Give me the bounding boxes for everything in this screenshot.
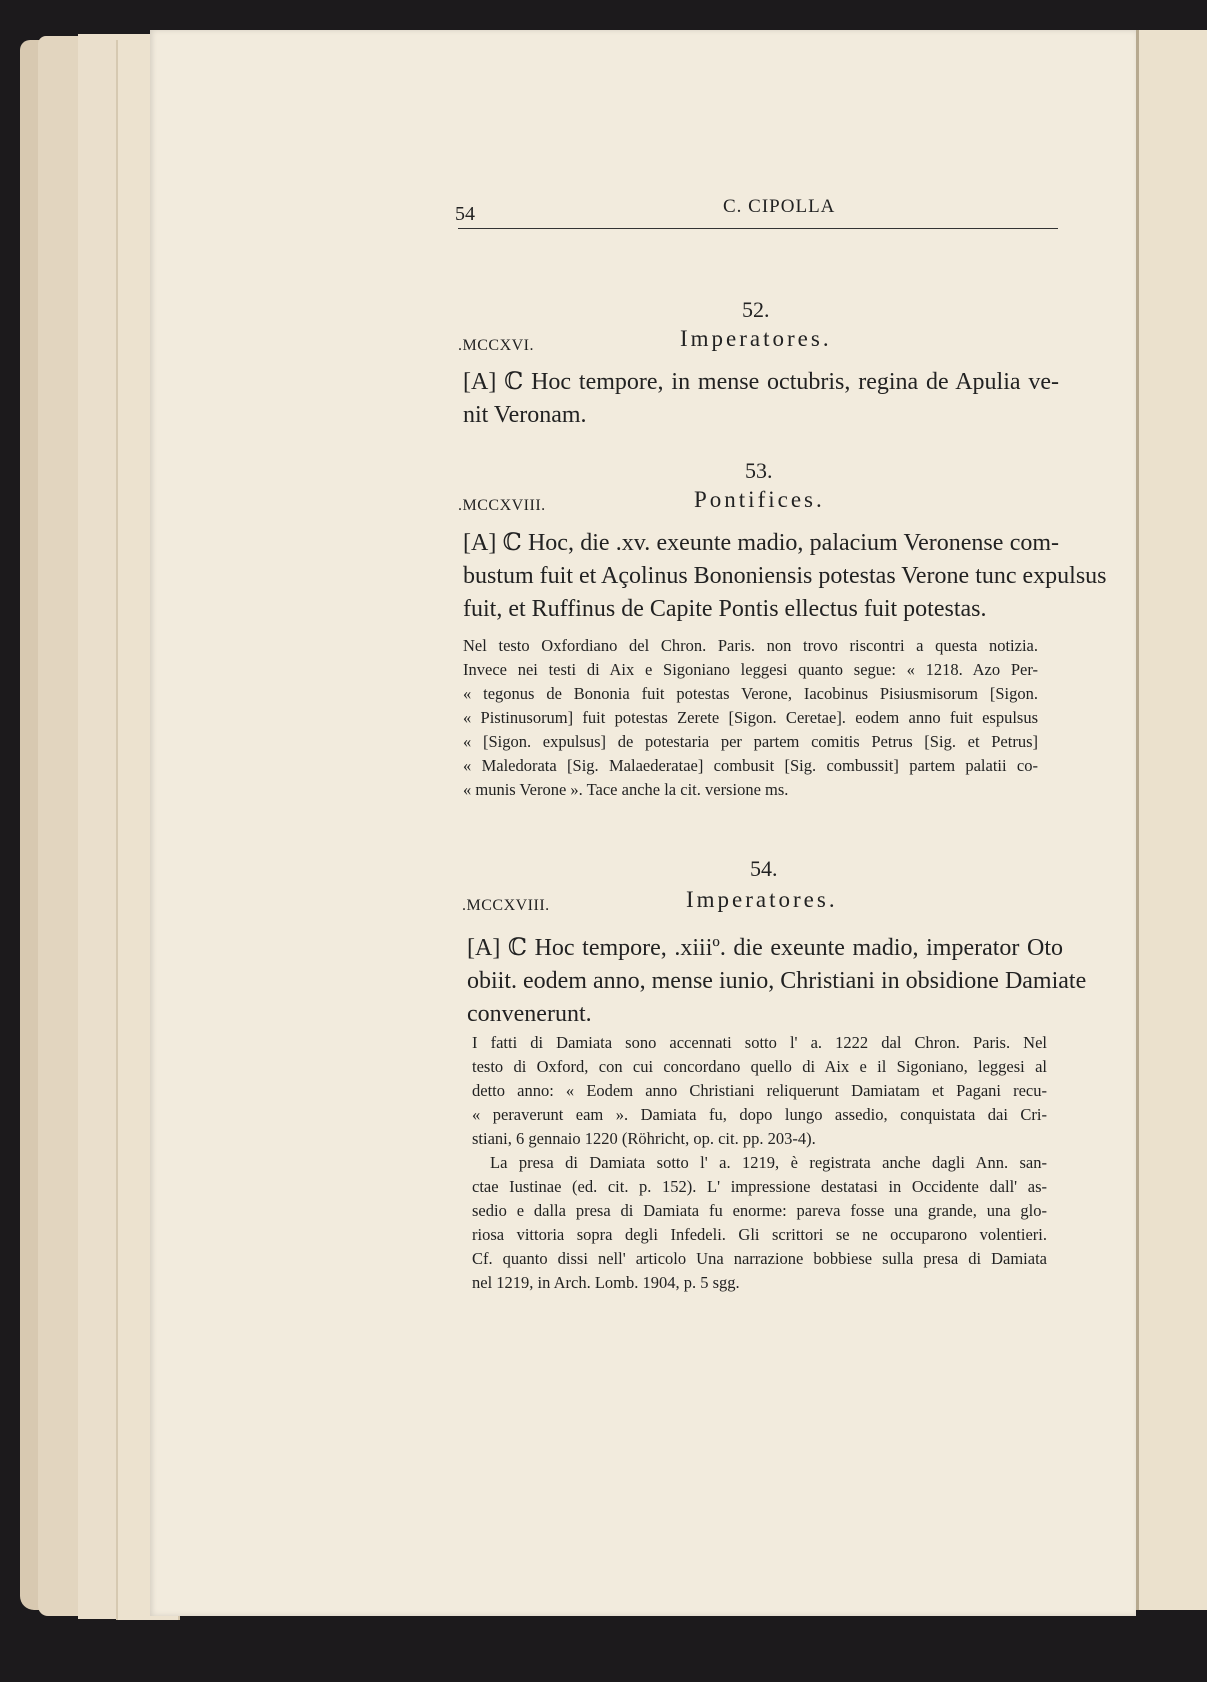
note-line: « munis Verone ». Tace anche la cit. versione ms. [463,780,789,799]
note-line: « Maledorata [Sig. Malaederatae] combusit [Sig. combussit] partem palatii co- [463,756,1038,775]
entry-number: 54. [750,856,778,881]
entry-year: .MCCXVIII. [462,897,550,914]
entry-text [463,366,1059,432]
entry-year: .MCCXVIII. [458,497,546,514]
note-line: riosa vittoria sopra degli Infedeli. Gli scrittori se ne occuparono volentieri. [472,1225,1047,1244]
note-line: La presa di Damiata sotto l' a. 1219, è registrata anche dagli Ann. san- [490,1153,1047,1172]
entry-text [463,527,1107,626]
note-line: « tegonus de Bononia fuit potestas Verone, Iacobinus Pisiusmisorum [Sigon. [463,684,1038,703]
note-line: testo di Oxford, con cui concordano quello di Aix e il Sigoniano, leggesi al [472,1057,1047,1076]
note-line: « Pistinusorum] fuit potestas Zerete [Sigon. Ceretae]. eodem anno fuit espulsus [463,708,1038,727]
page-number: 54 [455,203,475,225]
note-line: ctae Iustinae (ed. cit. p. 152). L' impressione destatasi in Occidente dall' as- [472,1177,1047,1196]
note-line: Nel testo Oxfordiano del Chron. Paris. non trovo riscontri a questa notizia. [463,636,1038,655]
note-line: detto anno: « Eodem anno Christiani reliquerunt Damiatam et Pagani recu- [472,1081,1047,1100]
text-line: obiit. eodem anno, mense iunio, Christiani in obsidione Damiate [467,968,1087,994]
text-line: nit Veronam. [463,402,587,428]
entry-heading: Imperatores. [680,326,832,351]
running-head: C. CIPOLLA [723,196,836,217]
note-line: « [Sigon. expulsus] de potestaria per partem comitis Petrus [Sig. et Petrus] [463,732,1038,751]
entry-heading: Imperatores. [686,887,838,912]
header-rule [458,228,1058,229]
entry-number: 52. [742,297,770,322]
text-line: bustum fuit et Açolinus Bononiensis potestas Verone tunc expulsus [463,563,1107,589]
text-line: fuit, et Ruffinus de Capite Pontis ellectus fuit potestas. [463,596,987,622]
entry-heading: Pontifices. [694,487,825,512]
facing-page-edge [1136,30,1207,1610]
footnote [463,634,1038,802]
entry-number: 53. [745,458,773,483]
book-page [150,30,1136,1616]
text-line: convenerunt. [467,1001,592,1027]
note-line: sedio e dalla presa di Damiata fu enorme: pareva fosse una grande, una glo- [472,1201,1047,1220]
text-line: [A] ℂ Hoc tempore, in mense octubris, regina de Apulia ve- [463,369,1059,395]
note-line: I fatti di Damiata sono accennati sotto l' a. 1222 dal Chron. Paris. Nel [472,1033,1047,1052]
entry-text [467,932,1087,1031]
note-line: Invece nei testi di Aix e Sigoniano leggesi quanto segue: « 1218. Azo Per- [463,660,1038,679]
text-line: [A] ℂ Hoc tempore, .xiiiº. die exeunte madio, imperator Oto [467,935,1063,961]
note-line: Cf. quanto dissi nell' articolo Una narrazione bobbiese sulla presa di Damiata [472,1249,1047,1268]
note-line: stiani, 6 gennaio 1220 (Röhricht, op. cit. pp. 203-4). [472,1129,816,1148]
text-line: [A] ℂ Hoc, die .xv. exeunte madio, palacium Veronense com- [463,530,1059,556]
footnote [472,1031,1047,1295]
entry-year: .MCCXVI. [458,337,535,354]
note-line: nel 1219, in Arch. Lomb. 1904, p. 5 sgg. [472,1273,740,1292]
note-line: « peraverunt eam ». Damiata fu, dopo lungo assedio, conquistata dai Cri- [472,1105,1047,1124]
